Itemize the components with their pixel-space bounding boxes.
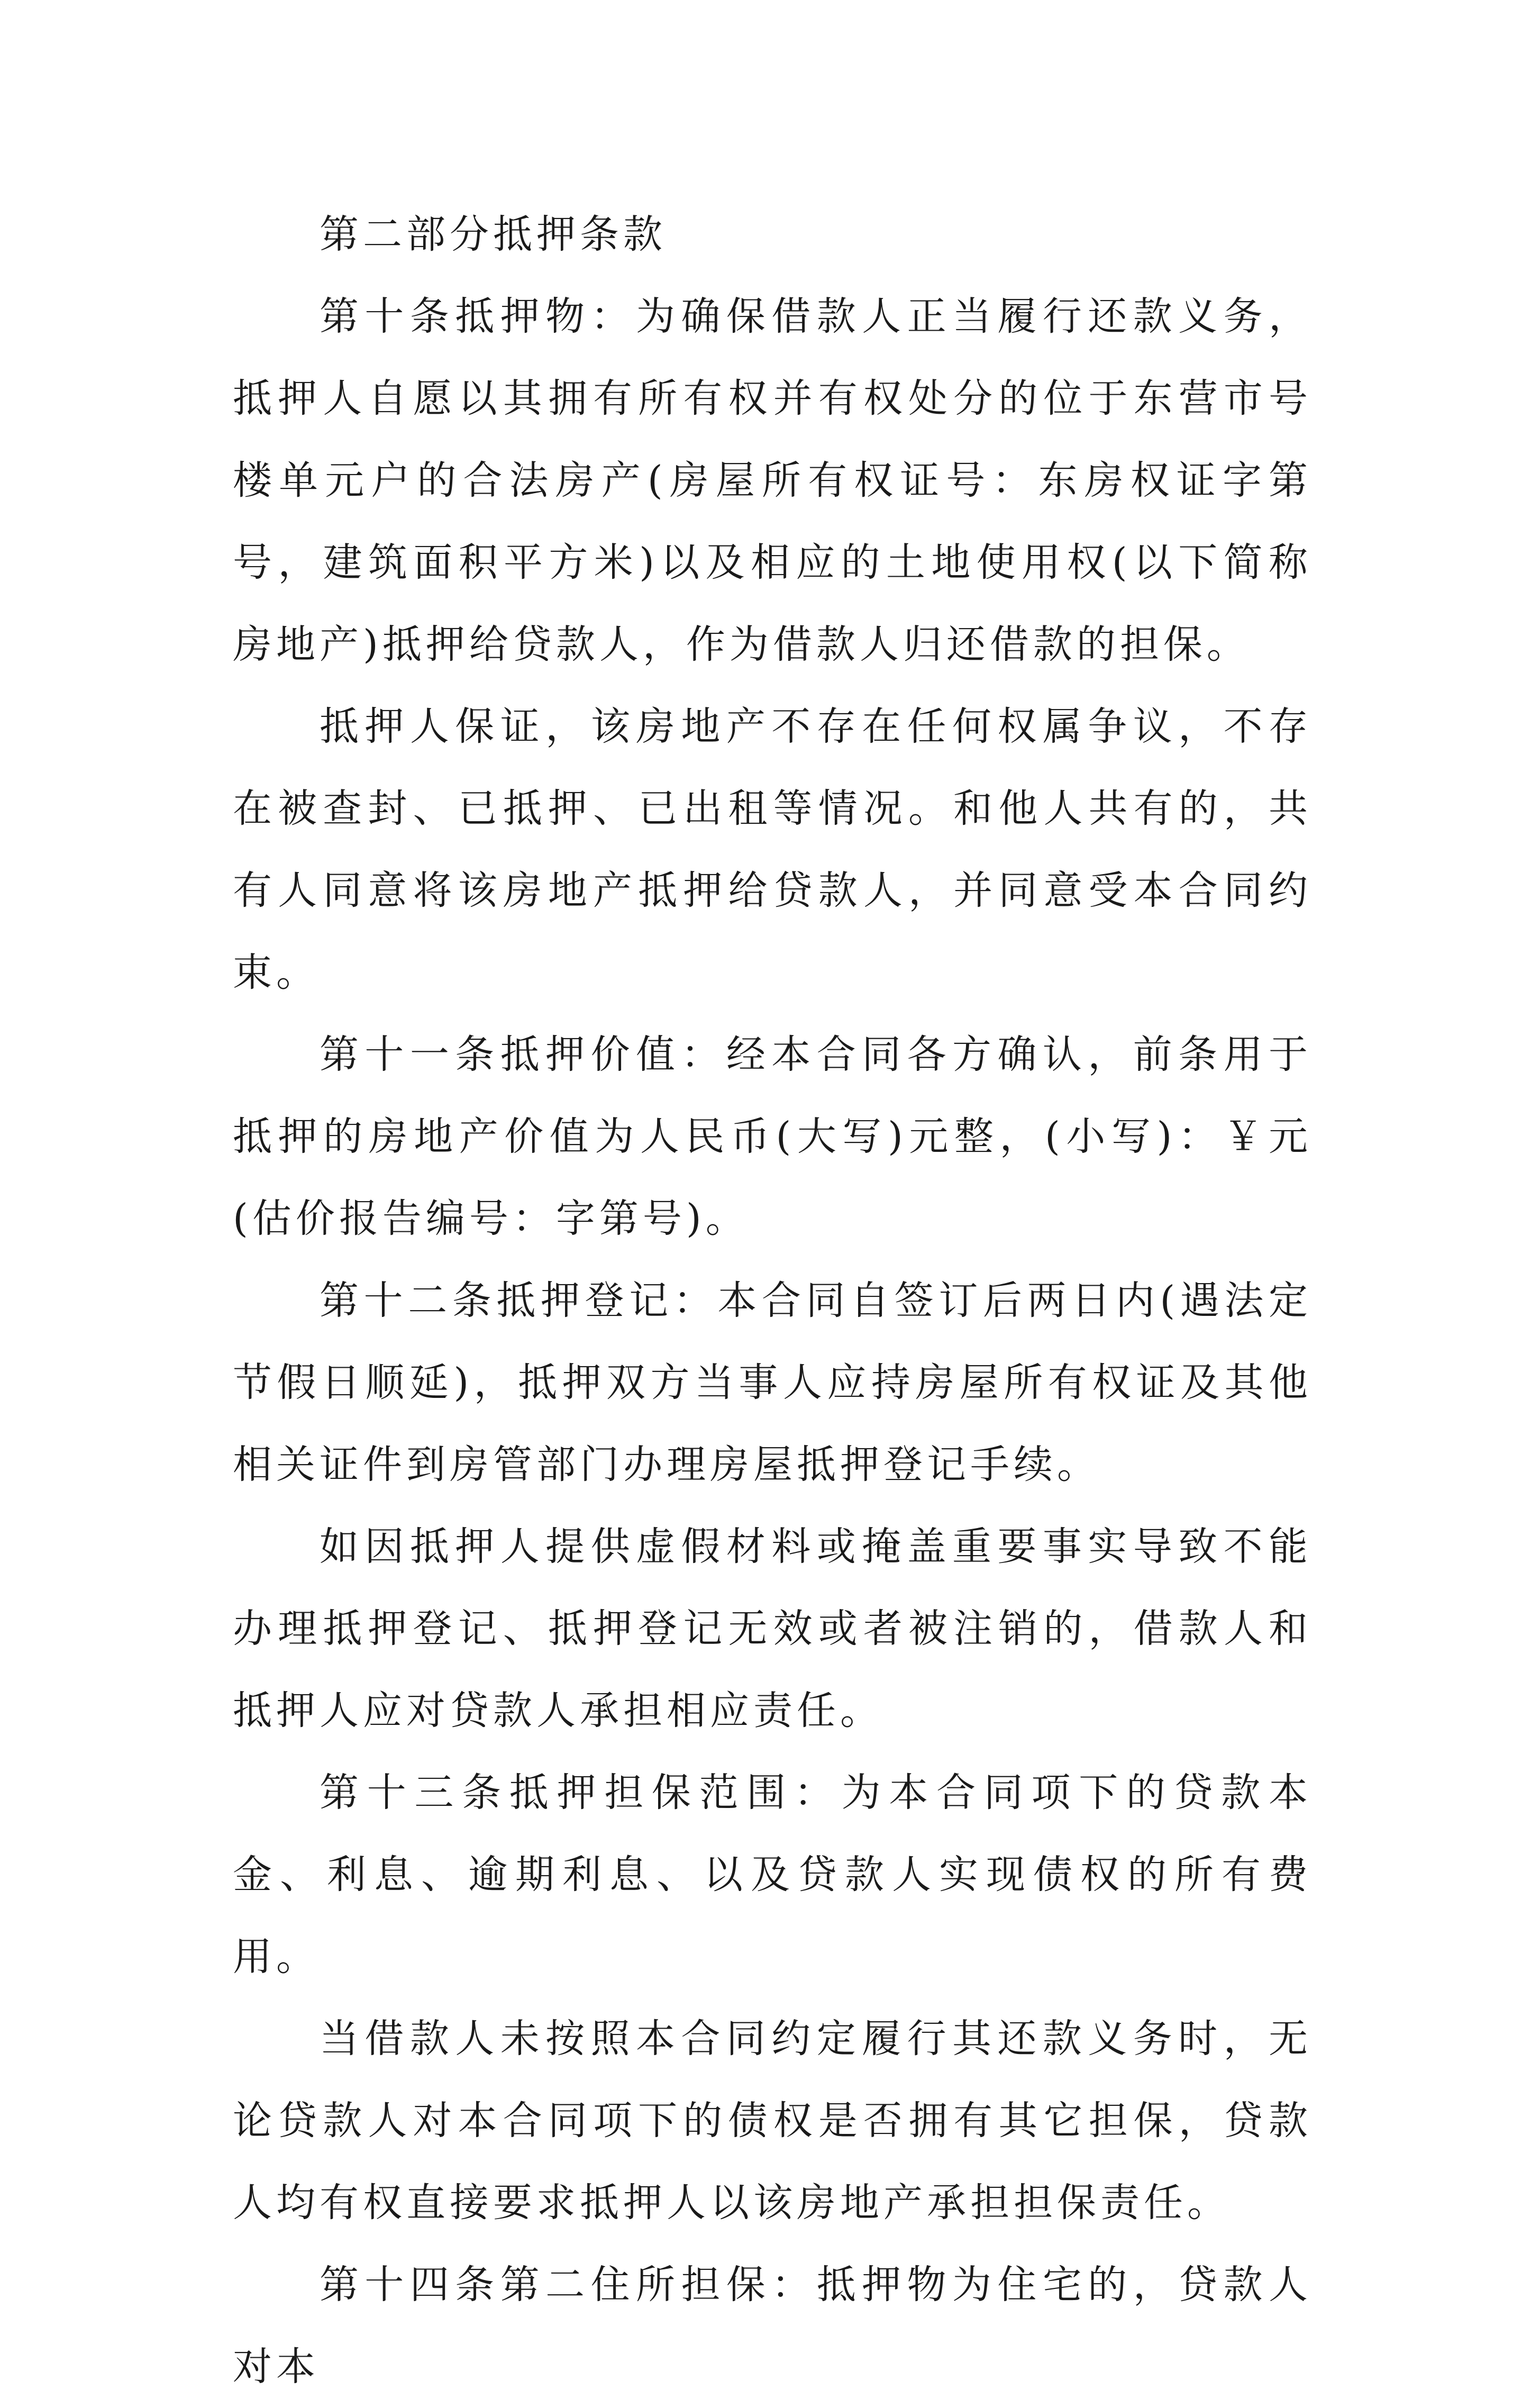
registration-liability-paragraph: 如因抵押人提供虚假材料或掩盖重要事实导致不能办理抵押登记、抵押登记无效或者被注销的，借款人和抵押人应对贷款人承担相应责任。: [233, 1524, 1312, 1733]
document-body: [233, 194, 1312, 2408]
clause-12-paragraph: 第十二条抵押登记：本合同自签订后两日内(遇法定节假日顺延)，抵押双方当事人应持房屋所有权证及其他相关证件到房管部门办理房屋抵押登记手续。: [233, 1278, 1312, 1487]
clause-14-paragraph: 第十四条第二住所担保：抵押物为住宅的，贷款人对本: [233, 2262, 1312, 2389]
clause-11-paragraph: 第十一条抵押价值：经本合同各方确认，前条用于抵押的房地产价值为人民币(大写)元整，(小写)：￥元(估价报告编号：字第号)。: [233, 1032, 1312, 1241]
mortgagor-guarantee-paragraph: 抵押人保证，该房地产不存在任何权属争议，不存在被查封、已抵押、已出租等情况。和他人共有的，共有人同意将该房地产抵押给贷款人，并同意受本合同约束。: [233, 704, 1312, 995]
section-heading: 第二部分抵押条款: [320, 212, 667, 257]
clause-10-paragraph: 第十条抵押物：为确保借款人正当履行还款义务，抵押人自愿以其拥有所有权并有权处分的位于东营市号楼单元户的合法房产(房屋所有权证号：东房权证字第号，建筑面积平方米)以及相应的土地使用权(以下简称房地产)抵押给贷款人，作为借款人归还借款的担保。: [233, 294, 1312, 667]
clause-13-paragraph: 第十三条抵押担保范围：为本合同项下的贷款本金、利息、逾期利息、以及贷款人实现债权的所有费用。: [233, 1770, 1312, 1979]
guarantee-enforcement-paragraph: 当借款人未按照本合同约定履行其还款义务时，无论贷款人对本合同项下的债权是否拥有其它担保，贷款人均有权直接要求抵押人以该房地产承担担保责任。: [233, 2016, 1312, 2225]
